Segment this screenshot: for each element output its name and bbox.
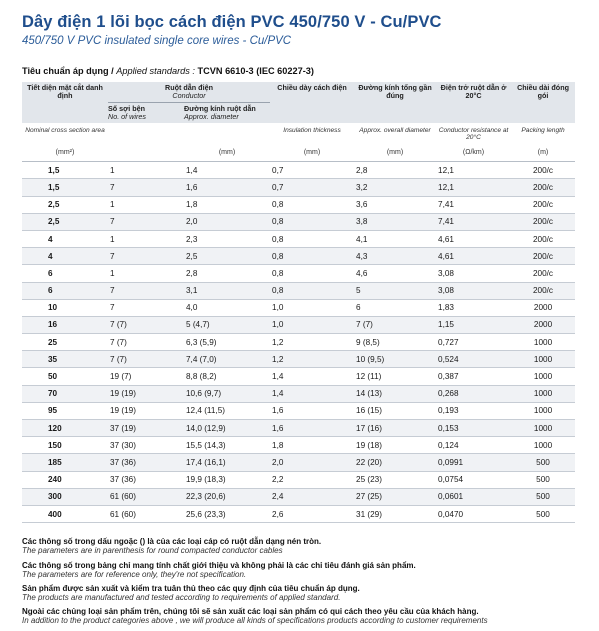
table-cell: 1 (108, 230, 184, 247)
table-cell: 0,124 (436, 437, 511, 454)
table-cell: 1,6 (270, 420, 354, 437)
table-cell: 12 (11) (354, 368, 436, 385)
table-cell: 1 (108, 265, 184, 282)
table-cell: 2,5 (184, 248, 270, 265)
table-row (22, 213, 575, 230)
table-cell: 0,8 (270, 248, 354, 265)
table-cell: 7,41 (436, 213, 511, 230)
standard-label-en: Applied standards : (116, 66, 195, 76)
table-cell: 10 (9,5) (354, 351, 436, 368)
table-cell: 3,08 (436, 265, 511, 282)
table-cell: 185 (22, 454, 108, 471)
table-cell: 7 (108, 282, 184, 299)
table-cell: 7 (108, 248, 184, 265)
table-cell: 2,6 (270, 505, 354, 522)
table-cell: 3,6 (354, 196, 436, 213)
table-cell: 70 (22, 385, 108, 402)
table-cell: 2,5 (22, 213, 108, 230)
table-cell: 1,15 (436, 316, 511, 333)
table-cell: 0,0470 (436, 505, 511, 522)
table-cell: 150 (22, 437, 108, 454)
table-cell: 0,0991 (436, 454, 511, 471)
table-cell: 1,0 (270, 299, 354, 316)
table-row (22, 402, 575, 419)
table-cell: 61 (60) (108, 505, 184, 522)
standard-value: TCVN 6610-3 (IEC 60227-3) (197, 66, 314, 76)
table-cell: 2,3 (184, 230, 270, 247)
insulation-label-en: Insulation thickness (283, 126, 341, 134)
table-cell: 7 (7) (108, 316, 184, 333)
table-cell: 3,8 (354, 213, 436, 230)
table-cell: 200/c (511, 179, 575, 196)
table-cell: 19 (19) (108, 402, 184, 419)
table-row (22, 420, 575, 437)
table-row (22, 196, 575, 213)
table-cell: 12,1 (436, 179, 511, 196)
resistance-label-en: Conductor resistance at 20°C (438, 126, 509, 141)
col-header-conductor (108, 82, 270, 102)
table-cell: 5 (4,7) (184, 316, 270, 333)
table-cell: 14 (13) (354, 385, 436, 402)
table-cell: 12,4 (11,5) (184, 402, 270, 419)
table-cell: 37 (19) (108, 420, 184, 437)
table-cell: 2,4 (270, 488, 354, 505)
note-item (22, 607, 577, 625)
table-cell: 7 (7) (108, 351, 184, 368)
col-header-overall: Đường kính tổng gần đúng (354, 82, 436, 123)
table-cell: 2,8 (184, 265, 270, 282)
table-cell: 1,6 (270, 402, 354, 419)
table-cell: 12,1 (436, 162, 511, 179)
overall-label-en: Approx. overall diameter (359, 126, 431, 134)
table-cell: 35 (22, 351, 108, 368)
table-row (22, 505, 575, 522)
section-label-en: Nominal cross section area (25, 126, 105, 134)
table-cell: 500 (511, 505, 575, 522)
table-cell: 2,0 (270, 454, 354, 471)
col-header-packing: Chiều dài đóng gói (511, 82, 575, 123)
table-cell: 2,8 (354, 162, 436, 179)
packing-label-en: Packing length (521, 126, 565, 134)
table-cell: 2000 (511, 299, 575, 316)
table-cell: 1000 (511, 402, 575, 419)
page-subtitle: 450/750 V PVC insulated single core wires - Cu/PVC (22, 35, 292, 47)
table-row (22, 351, 575, 368)
table-cell: 1,8 (270, 437, 354, 454)
table-cell: 61 (60) (108, 488, 184, 505)
table-cell: 50 (22, 368, 108, 385)
table-cell: 25 (23) (354, 471, 436, 488)
note-item (22, 537, 577, 555)
table-row (22, 334, 575, 351)
applied-standard (22, 66, 577, 76)
standard-label-vi: Tiêu chuẩn áp dụng / (22, 66, 114, 76)
table-cell: 4,1 (354, 230, 436, 247)
note-text-vi: Sản phẩm được sản xuất và kiểm tra tuân thủ theo các quy định của tiêu chuẩn áp dụng. (22, 583, 360, 593)
unit-section: (mm²) (22, 145, 108, 162)
table-cell: 200/c (511, 196, 575, 213)
table-cell: 4 (22, 248, 108, 265)
table-cell: 1 (108, 162, 184, 179)
units-row (22, 145, 575, 162)
table-cell: 0,153 (436, 420, 511, 437)
table-cell: 8,8 (8,2) (184, 368, 270, 385)
table-cell: 37 (36) (108, 471, 184, 488)
table-cell: 3,08 (436, 282, 511, 299)
table-cell: 17 (16) (354, 420, 436, 437)
table-cell: 10,6 (9,7) (184, 385, 270, 402)
note-text-vi: Ngoài các chủng loại sản phẩm trên, chúng tôi sẽ sản xuất các loại sản phẩm có qui cách theo yêu cầu của khách hàng. (22, 607, 479, 617)
table-cell: 4,0 (184, 299, 270, 316)
table-cell: 1,2 (270, 334, 354, 351)
table-cell: 19,9 (18,3) (184, 471, 270, 488)
table-cell: 19 (19) (108, 385, 184, 402)
table-cell: 1,0 (270, 316, 354, 333)
table-cell: 1000 (511, 385, 575, 402)
unit-overall: (mm) (354, 145, 436, 162)
conductor-label-en: Conductor (172, 90, 206, 100)
table-cell: 0,8 (270, 213, 354, 230)
table-cell: 6 (22, 282, 108, 299)
table-cell: 0,7 (270, 162, 354, 179)
table-cell: 1000 (511, 368, 575, 385)
table-cell: 4,3 (354, 248, 436, 265)
table-row (22, 162, 575, 179)
table-cell: 27 (25) (354, 488, 436, 505)
table-cell: 200/c (511, 265, 575, 282)
table-cell: 2000 (511, 316, 575, 333)
unit-diameter: (mm) (184, 145, 270, 162)
table-cell: 37 (30) (108, 437, 184, 454)
note-text-en: The parameters are for reference only, they're not specification. (22, 569, 247, 579)
table-cell: 1000 (511, 334, 575, 351)
table-cell: 0,524 (436, 351, 511, 368)
table-cell: 6,3 (5,9) (184, 334, 270, 351)
header-row (22, 82, 575, 102)
col-header-section: Tiết diện mặt cắt danh định (22, 82, 108, 123)
table-cell: 1,4 (270, 385, 354, 402)
table-cell: 1,4 (270, 368, 354, 385)
col-header-resistance: Điện trở ruột dẫn ở 20°C (436, 82, 511, 123)
table-cell: 22 (20) (354, 454, 436, 471)
table-cell: 7 (7) (354, 316, 436, 333)
note-item (22, 584, 577, 602)
table-cell: 16 (22, 316, 108, 333)
unit-wires (108, 145, 184, 162)
table-cell: 0,8 (270, 282, 354, 299)
table-cell: 500 (511, 454, 575, 471)
table-cell: 15,5 (14,3) (184, 437, 270, 454)
table-cell: 22,3 (20,6) (184, 488, 270, 505)
table-cell: 0,0754 (436, 471, 511, 488)
table-row (22, 488, 575, 505)
table-cell: 7,41 (436, 196, 511, 213)
note-text-vi: Các thông số trong dấu ngoặc () là của các loại cáp có ruột dẫn dạng nén tròn. (22, 537, 322, 547)
table-row (22, 282, 575, 299)
wires-label-en: No. of wires (108, 111, 146, 121)
table-cell: 0,0601 (436, 488, 511, 505)
note-text-en: The parameters are in parenthesis for round compacted conductor cables (22, 546, 283, 556)
table-cell: 0,7 (270, 179, 354, 196)
table-cell: 9 (8,5) (354, 334, 436, 351)
table-cell: 400 (22, 505, 108, 522)
conductor-label-vi: Ruột dẫn điện (165, 83, 213, 92)
table-cell: 2,5 (22, 196, 108, 213)
table-cell: 3,2 (354, 179, 436, 196)
table-cell: 31 (29) (354, 505, 436, 522)
table-row (22, 437, 575, 454)
table-cell: 4,61 (436, 248, 511, 265)
table-cell: 25 (22, 334, 108, 351)
wires-label-vi: Số sợi bện (108, 103, 146, 113)
unit-resistance: (Ω/km) (436, 145, 511, 162)
note-text-vi: Các thông số trong bảng chỉ mang tính chất giới thiệu và không phải là các chỉ tiêu đánh giá sản phẩm. (22, 560, 416, 570)
table-cell: 0,727 (436, 334, 511, 351)
table-row (22, 248, 575, 265)
table-cell: 6 (354, 299, 436, 316)
table-cell: 1,8 (184, 196, 270, 213)
table-cell: 3,1 (184, 282, 270, 299)
table-row (22, 265, 575, 282)
table-row (22, 385, 575, 402)
table-cell: 300 (22, 488, 108, 505)
table-cell: 1000 (511, 351, 575, 368)
spec-table (22, 82, 575, 523)
table-cell: 500 (511, 471, 575, 488)
table-row (22, 299, 575, 316)
note-text-en: The products are manufactured and tested according to requirements of applied standard. (22, 593, 341, 603)
table-cell: 4,6 (354, 265, 436, 282)
table-cell: 6 (22, 265, 108, 282)
table-cell: 17,4 (16,1) (184, 454, 270, 471)
table-cell: 0,8 (270, 196, 354, 213)
table-cell: 7 (7) (108, 334, 184, 351)
table-cell: 1,5 (22, 162, 108, 179)
table-cell: 2,0 (184, 213, 270, 230)
table-cell: 1,5 (22, 179, 108, 196)
table-cell: 2,2 (270, 471, 354, 488)
table-cell: 200/c (511, 162, 575, 179)
table-cell: 14,0 (12,9) (184, 420, 270, 437)
table-cell: 95 (22, 402, 108, 419)
unit-packing: (m) (511, 145, 575, 162)
table-row (22, 316, 575, 333)
col-header-insulation: Chiều dày cách điện (270, 82, 354, 123)
table-cell: 1,83 (436, 299, 511, 316)
spec-table-body (22, 162, 575, 523)
table-cell: 7 (108, 213, 184, 230)
table-cell: 1,2 (270, 351, 354, 368)
page-title: Dây điện 1 lõi bọc cách điện PVC 450/750 V - Cu/PVC (22, 13, 442, 31)
diameter-label-vi: Đường kính ruột dẫn (184, 103, 256, 113)
table-cell: 7,4 (7,0) (184, 351, 270, 368)
table-row (22, 368, 575, 385)
table-cell: 19 (7) (108, 368, 184, 385)
table-cell: 10 (22, 299, 108, 316)
table-cell: 0,193 (436, 402, 511, 419)
table-row (22, 230, 575, 247)
unit-insulation: (mm) (270, 145, 354, 162)
table-cell: 25,6 (23,3) (184, 505, 270, 522)
table-cell: 120 (22, 420, 108, 437)
table-cell: 500 (511, 488, 575, 505)
english-header-row (22, 123, 575, 146)
table-cell: 240 (22, 471, 108, 488)
table-cell: 37 (36) (108, 454, 184, 471)
note-item (22, 561, 577, 579)
table-cell: 1,4 (184, 162, 270, 179)
notes-section (22, 537, 577, 626)
table-cell: 5 (354, 282, 436, 299)
table-cell: 4 (22, 230, 108, 247)
col-header-diameter (184, 102, 270, 122)
table-cell: 200/c (511, 230, 575, 247)
table-cell: 4,61 (436, 230, 511, 247)
table-cell: 16 (15) (354, 402, 436, 419)
table-row (22, 179, 575, 196)
table-cell: 1000 (511, 420, 575, 437)
table-row (22, 471, 575, 488)
table-cell: 200/c (511, 248, 575, 265)
table-cell: 200/c (511, 213, 575, 230)
diameter-label-en: Approx. diameter (184, 111, 239, 121)
table-cell: 1000 (511, 437, 575, 454)
table-row (22, 454, 575, 471)
table-cell: 7 (108, 299, 184, 316)
table-cell: 7 (108, 179, 184, 196)
table-cell: 19 (18) (354, 437, 436, 454)
table-cell: 0,8 (270, 230, 354, 247)
table-cell: 0,8 (270, 265, 354, 282)
table-cell: 1 (108, 196, 184, 213)
table-cell: 1,6 (184, 179, 270, 196)
table-cell: 0,268 (436, 385, 511, 402)
note-text-en: In addition to the product categories above , we will produce all kinds of specifications products according to customer requirements (22, 616, 488, 626)
table-cell: 0,387 (436, 368, 511, 385)
table-cell: 200/c (511, 282, 575, 299)
col-header-wires (108, 102, 184, 122)
